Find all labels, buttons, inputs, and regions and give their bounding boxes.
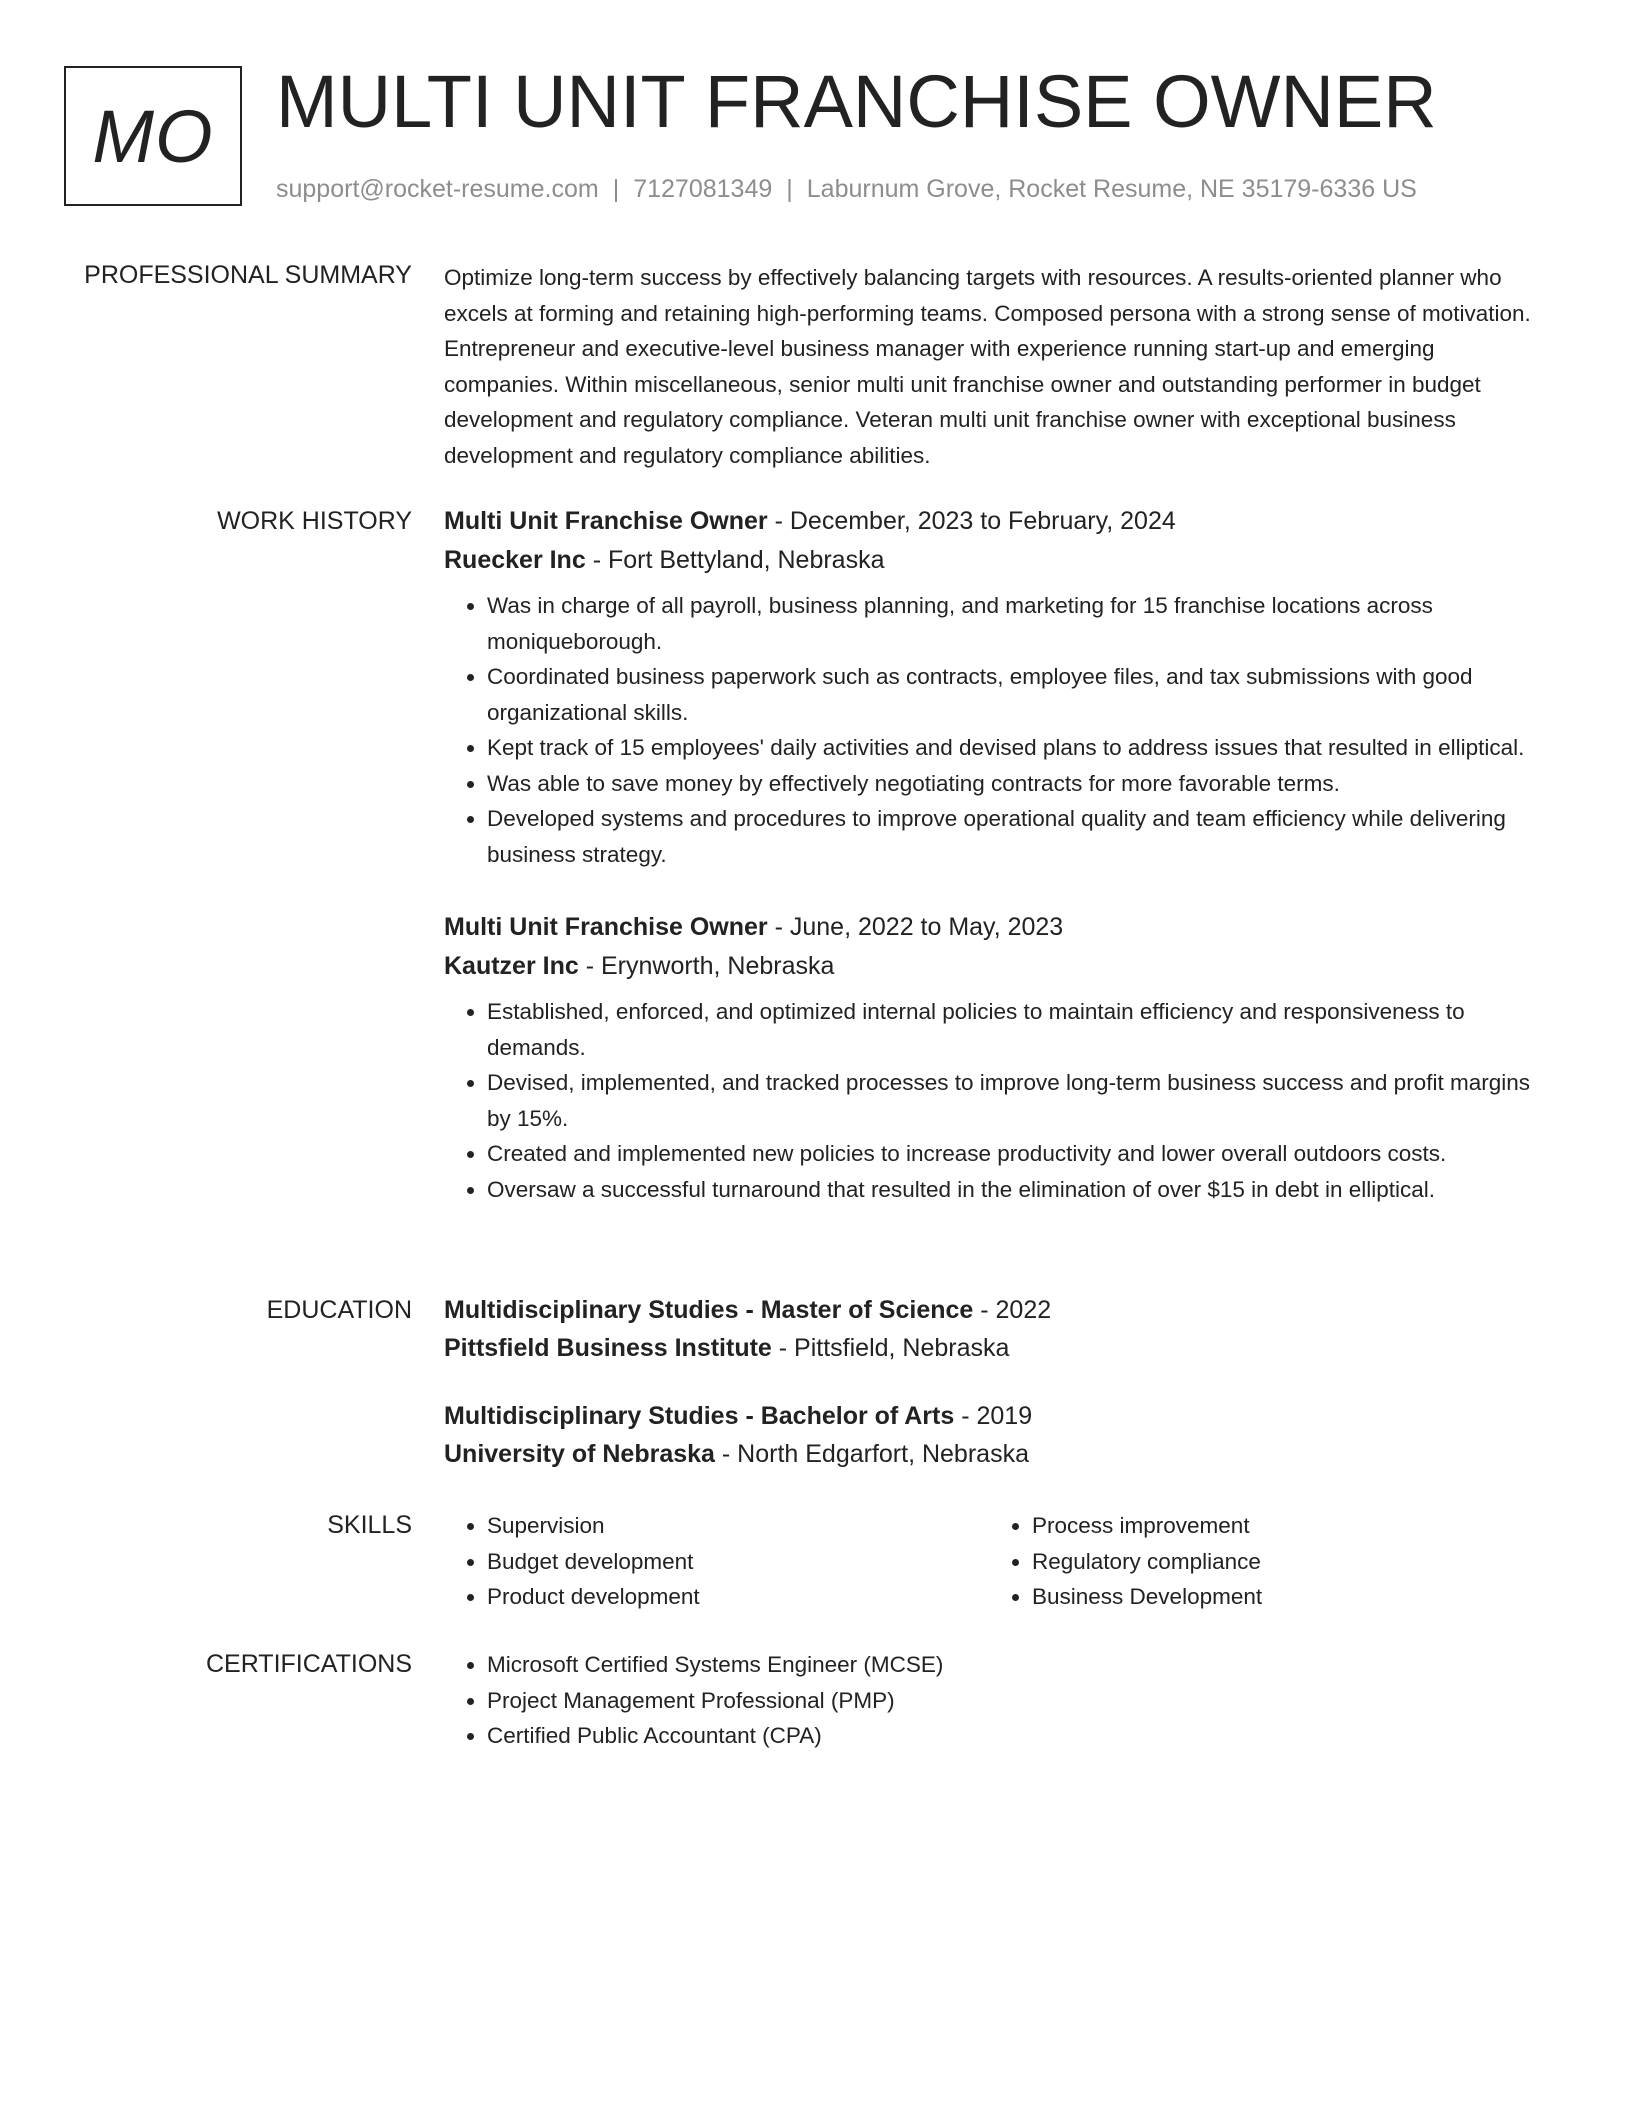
job-bullet: • Kept track of 15 employees' daily activities and devised plans to address issues that resulted in elliptical. — [487, 730, 1554, 766]
section-heading: WORK HISTORY — [217, 507, 412, 535]
job-bullet: • Created and implemented new policies to increase productivity and lower overall outdoors costs. — [487, 1136, 1554, 1172]
resume-title: MULTI UNIT FRANCHISE OWNER — [276, 60, 1437, 143]
job-location: - Fort Bettyland, Nebraska — [585, 546, 885, 574]
job-company: Ruecker Inc — [444, 546, 586, 574]
contact-phone[interactable]: 7127081349 — [633, 175, 773, 203]
section-heading: SKILLS — [327, 1511, 412, 1539]
contact-line — [276, 172, 1417, 206]
contact-address: Laburnum Grove, Rocket Resume, NE 35179-6336 US — [806, 175, 1417, 203]
section-heading: PROFESSIONAL SUMMARY — [84, 261, 412, 289]
education-school-line — [444, 1329, 1554, 1367]
job-entry — [444, 908, 1554, 1207]
monogram-badge — [64, 66, 242, 206]
job-bullet: • Oversaw a successful turnaround that resulted in the elimination of over $15 in debt in elliptical. — [487, 1172, 1554, 1208]
education-degree-line — [444, 1291, 1554, 1329]
job-bullets — [444, 994, 1554, 1207]
job-title-line — [444, 502, 1554, 541]
education-school-line — [444, 1435, 1554, 1473]
education-degree-line — [444, 1397, 1554, 1435]
skills-column-left — [444, 1508, 989, 1615]
certification-item: • Microsoft Certified Systems Engineer (MCSE) — [487, 1647, 1554, 1683]
job-title: Multi Unit Franchise Owner — [444, 507, 768, 535]
education-location: - Pittsfield, Nebraska — [771, 1334, 1010, 1362]
skill-item: • Regulatory compliance — [1032, 1544, 1534, 1580]
education-year: - 2022 — [973, 1296, 1052, 1324]
job-bullet: • Coordinated business paperwork such as contracts, employee files, and tax submissions with good organizational skills. — [487, 659, 1554, 730]
summary-text: Optimize long-term success by effectively balancing targets with resources. A results-oriented planner who excels at forming and retaining high-performing teams. Composed persona with a strong sense of motivation. Entrepreneur and executive-level business manager with experience running start-up and emerging companies. Within miscellaneous, senior multi unit franchise owner and outstanding performer in budget development and regulatory compliance. Veteran multi unit franchise owner with exceptional business development and regulatory compliance abilities. — [444, 265, 1531, 468]
job-bullet: • Established, enforced, and optimized internal policies to maintain efficiency and responsiveness to demands. — [487, 994, 1554, 1065]
job-location: - Erynworth, Nebraska — [578, 952, 835, 980]
education-degree: Multidisciplinary Studies - Master of Science — [444, 1296, 974, 1324]
section-heading: CERTIFICATIONS — [205, 1650, 412, 1678]
job-bullet: • Devised, implemented, and tracked processes to improve long-term business success and profit margins by 15%. — [487, 1065, 1554, 1136]
section-heading: EDUCATION — [266, 1296, 412, 1324]
skill-item: • Budget development — [487, 1544, 989, 1580]
skill-item: • Supervision — [487, 1508, 989, 1544]
job-bullet: • Developed systems and procedures to improve operational quality and team efficiency while delivering business strategy. — [487, 801, 1554, 872]
certification-item: • Certified Public Accountant (CPA) — [487, 1718, 1554, 1754]
job-entry — [444, 502, 1554, 872]
education-school: Pittsfield Business Institute — [444, 1334, 772, 1362]
skill-item: • Product development — [487, 1579, 989, 1615]
job-title: Multi Unit Franchise Owner — [444, 913, 768, 941]
skills-column-right — [989, 1508, 1534, 1615]
contact-email[interactable]: support@rocket-resume.com — [276, 175, 599, 203]
certification-item: • Project Management Professional (PMP) — [487, 1683, 1554, 1719]
job-dates: - June, 2022 to May, 2023 — [767, 913, 1064, 941]
skill-item: • Business Development — [1032, 1579, 1534, 1615]
job-bullet: • Was in charge of all payroll, business planning, and marketing for 15 franchise locations across moniqueborough. — [487, 588, 1554, 659]
monogram-initials: MO — [92, 94, 214, 178]
education-degree: Multidisciplinary Studies - Bachelor of Arts — [444, 1402, 955, 1430]
job-dates: - December, 2023 to February, 2024 — [767, 507, 1176, 535]
education-year: - 2019 — [954, 1402, 1033, 1430]
education-school: University of Nebraska — [444, 1440, 715, 1468]
contact-separator: | — [786, 175, 793, 203]
education-entry — [444, 1291, 1554, 1367]
job-company-line — [444, 947, 1554, 986]
education-location: - North Edgarfort, Nebraska — [714, 1440, 1029, 1468]
job-title-line — [444, 908, 1554, 947]
job-company-line — [444, 541, 1554, 580]
certification-list — [444, 1647, 1554, 1754]
job-bullets — [444, 588, 1554, 872]
skill-item: • Process improvement — [1032, 1508, 1534, 1544]
contact-separator: | — [612, 175, 620, 203]
job-bullet: • Was able to save money by effectively negotiating contracts for more favorable terms. — [487, 766, 1554, 802]
skills-grid — [444, 1508, 1554, 1615]
education-entry — [444, 1397, 1554, 1473]
job-company: Kautzer Inc — [444, 952, 579, 980]
